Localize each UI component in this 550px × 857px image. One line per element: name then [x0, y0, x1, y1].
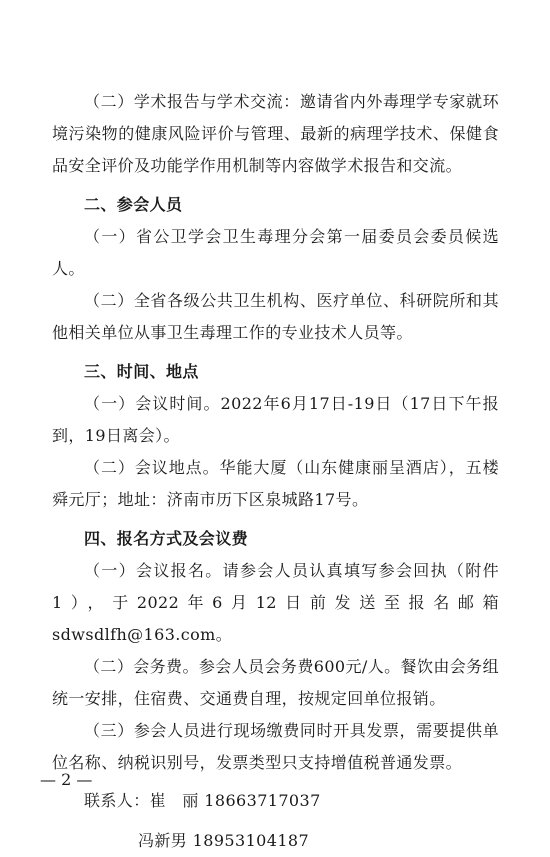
- paragraph-meeting-time: （一）会议时间。2022年6月17日-19日（17日下午报到，19日离会）。: [52, 394, 499, 445]
- section-heading-participants: 二、参会人员: [84, 195, 183, 214]
- contact-label: 联系人：: [84, 791, 150, 810]
- paragraph-participants-2: （二）全省各级公共卫生机构、医疗单位、科研院所和其他相关单位从事卫生毒理工作的专业技术人员等。: [52, 291, 499, 342]
- contact-line-1: [52, 785, 499, 817]
- paragraph-participants-1: （一）省公卫学会卫生毒理分会第一届委员会委员候选人。: [52, 227, 499, 278]
- contact-person-1: 崔 丽 18663717037: [149, 791, 321, 810]
- paragraph-academic-report: （二）学术报告与学术交流：邀请省内外毒理学专家就环境污染物的健康风险评价与管理、最新的病理学技术、保健食品安全评价及功能学作用机制等内容做学术报告和交流。: [52, 92, 499, 175]
- page-number: — 2 —: [40, 770, 93, 789]
- paragraph-invoice: （三）参会人员进行现场缴费同时开具发票，需要提供单位名称、纳税识别号，发票类型只支持增值税普通发票。: [52, 721, 499, 772]
- paragraph-registration: （一）会议报名。请参会人员认真填写参会回执（附件1），于2022年6月12日前发送至报名邮箱sdwsdlfh@163.com。: [52, 561, 499, 644]
- paragraph-meeting-place: （二）会议地点。华能大厦（山东健康丽呈酒店），五楼舜元厅；地址：济南市历下区泉城路17号。: [52, 458, 499, 509]
- section-heading-time-place: 三、时间、地点: [84, 362, 199, 381]
- section-heading-registration: 四、报名方式及会议费: [84, 529, 249, 548]
- document-body: [52, 86, 499, 857]
- paragraph-conference-fee: （二）会务费。参会人员会务费600元/人。餐饮由会务组统一安排，住宿费、交通费自理，按规定回单位报销。: [52, 657, 499, 708]
- contact-person-2: 冯新男 18953104187: [138, 831, 310, 850]
